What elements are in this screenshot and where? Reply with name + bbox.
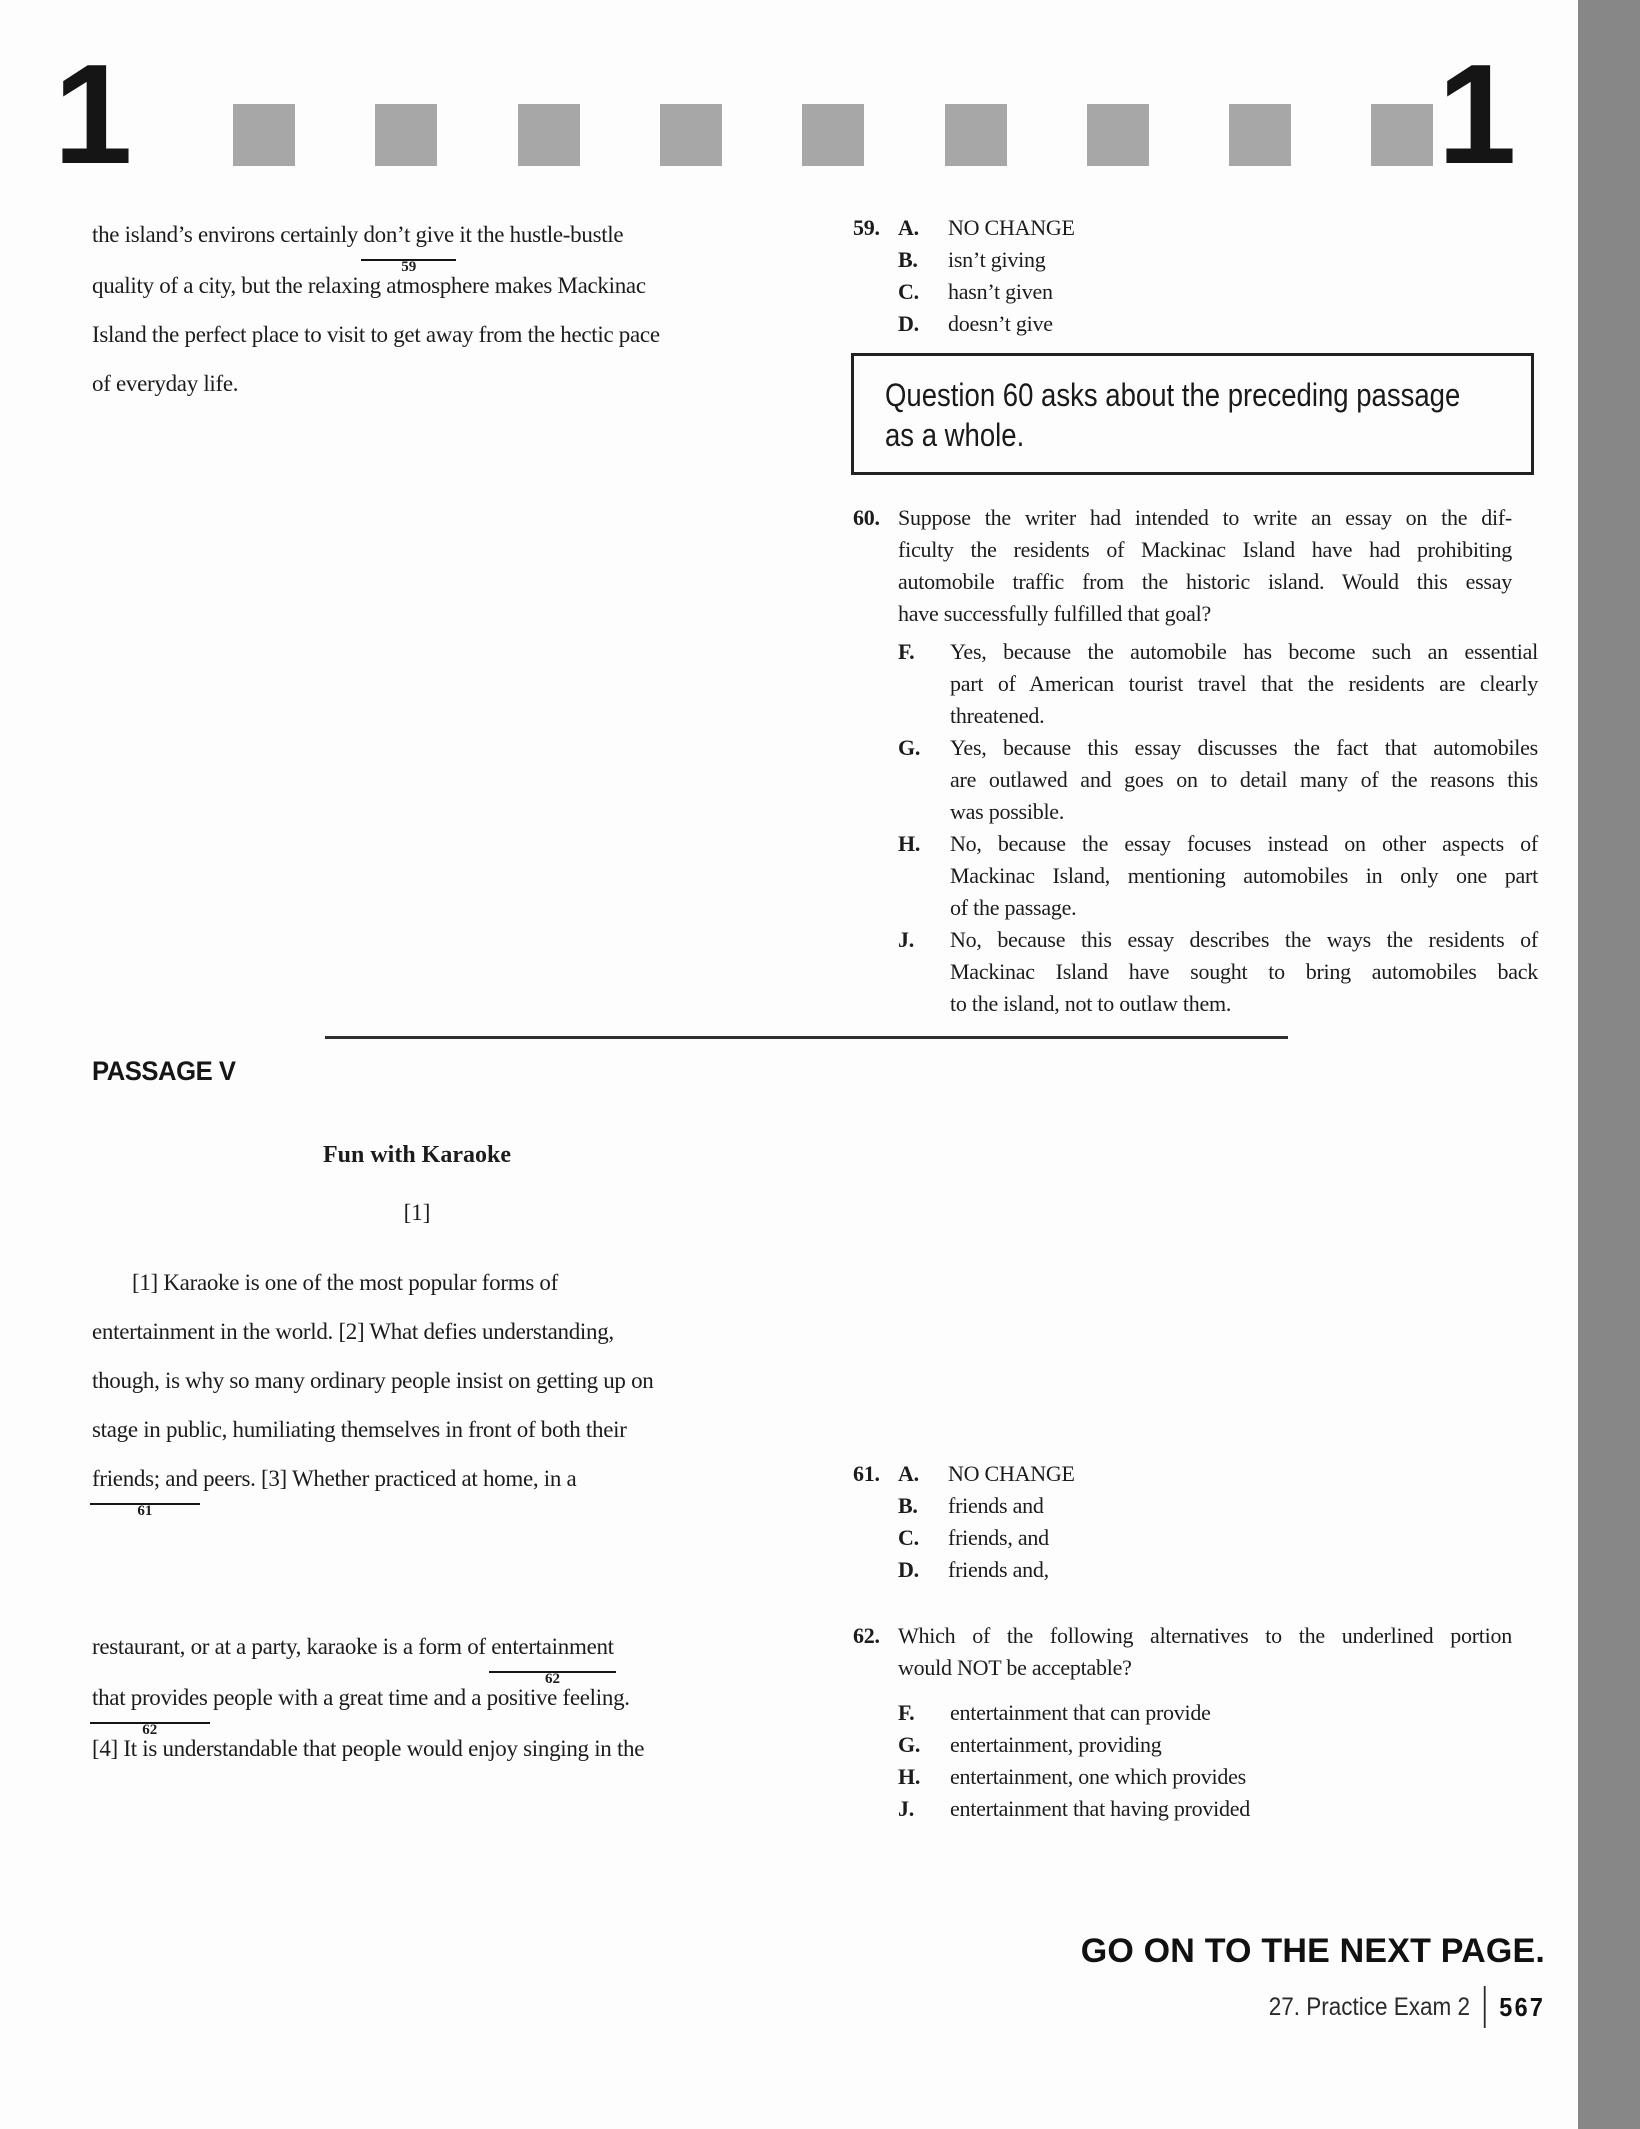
answer-option [898,828,1538,924]
answer-option [898,1793,1512,1825]
passage-line: of everyday life. [92,371,239,396]
text-line: Yes, because this essay discusses the fact that automobiles [950,735,1538,760]
passage-line: the island’s environs certainly don’t give 59 it the hustle-bustle [92,210,660,261]
header-square [233,104,295,166]
header-square [375,104,437,166]
passage-4-ending [92,210,660,408]
page-edge-bar [1578,0,1640,2129]
text-line: Suppose the writer had intended to write an essay on the dif- [898,505,1512,530]
passage-line: stage in public, humiliating themselves in front of both their [92,1417,627,1442]
answer-option [853,1458,1075,1490]
option-letter: F. [898,639,915,664]
option-letter: F. [898,1700,915,1725]
answer-option [898,924,1538,1020]
passage-label: PASSAGE V [92,1056,236,1086]
text-line: are outlawed and goes on to detail many of the reasons this [950,767,1538,792]
passage-section-marker: [1] [403,1200,431,1225]
option-text [950,636,1538,732]
passage-5-paragraph-1 [92,1258,654,1519]
option-text [950,828,1538,924]
text-line: was possible. [950,799,1065,824]
option-letter: G. [898,735,921,760]
option-letter: D. [898,311,919,336]
question-first-row [853,502,1538,630]
passage-line: restaurant, or at a party, karaoke is a form of entertainment 62 [92,1622,644,1673]
answer-option [853,212,1075,244]
question-number: 59. [853,215,880,240]
passage-line: Island the perfect place to visit to get away from the hectic pace [92,322,660,347]
question-number: 61. [853,1461,880,1486]
option-letter: H. [898,1764,921,1789]
option-text [950,1761,1380,1793]
question-60-callout-box [851,353,1534,475]
question-62 [853,1620,1512,1825]
underlined-portion-59: don’t give 59 [361,210,455,261]
option-letter: G. [898,1732,921,1757]
underlined-portion-62: that provides 62 [90,1673,210,1724]
option-letter: J. [898,927,914,952]
option-letter: H. [898,831,921,856]
text-line: No, because this essay describes the ways the residents of [950,927,1538,952]
text-line: automobile traffic from the historic island. Would this essay [898,569,1512,594]
callout-text: Question 60 asks about the preceding passage [885,377,1461,413]
option-text: hasn’t given [948,279,1053,304]
option-text [950,1793,1380,1825]
option-letter: A. [898,215,919,240]
passage-divider-line [325,1036,1288,1039]
section-number-left: 1 [53,35,133,194]
go-on-notice: GO ON TO THE NEXT PAGE. [1080,1932,1545,1970]
callout-text: as a whole. [885,417,1025,453]
footer-separator-bar [1483,1986,1485,2028]
question-first-row [853,1620,1512,1684]
question-60 [853,502,1538,1020]
header-square [1229,104,1291,166]
text-line: part of American tourist travel that the residents are clearly [950,671,1538,696]
answer-option [898,1490,1075,1522]
section-number-right: 1 [1437,35,1517,194]
footer-book-section: 27. Practice Exam 2 [1268,1992,1470,2021]
text-line: ficulty the residents of Mackinac Island have had prohibiting [898,537,1512,562]
option-letter: A. [898,1461,919,1486]
passage-line: friends; and 61 peers. [3] Whether practiced at home, in a [92,1454,653,1505]
question-59 [853,212,1075,340]
option-letter: C. [898,1525,919,1550]
option-text [950,1729,1380,1761]
passage-line: entertainment in the world. [2] What defies understanding, [92,1319,614,1344]
option-text: doesn’t give [948,311,1053,336]
question-stem [898,1620,1512,1684]
answer-option [898,276,1075,308]
underlined-portion-61: friends; and 61 [90,1454,200,1505]
underline-ref-number: 61 [137,1503,153,1519]
option-text: NO CHANGE [948,215,1075,240]
option-text: friends and, [948,1557,1049,1582]
text-line: Mackinac Island, mentioning automobiles in only one part [950,863,1538,888]
footer-page-number: 567 [1499,1991,1545,2022]
question-number: 60. [853,505,880,530]
answer-option [898,244,1075,276]
text-line: entertainment that having provided [950,1796,1251,1821]
answer-option [898,732,1538,828]
passage-line: quality of a city, but the relaxing atmosphere makes Mackinac [92,273,646,298]
option-letter: B. [898,247,918,272]
header-square [660,104,722,166]
passage-line: [1] Karaoke is one of the most popular forms of [132,1270,558,1295]
text-line: Yes, because the automobile has become such an essential [950,639,1538,664]
underline-ref-number: 62 [544,1671,560,1687]
header-square [1087,104,1149,166]
text-line: threatened. [950,703,1045,728]
answer-option [898,1697,1512,1729]
text-line: entertainment, one which provides [950,1764,1246,1789]
option-text [950,924,1538,1020]
option-text: isn’t giving [948,247,1046,272]
footer-credit [1269,1986,1545,2028]
question-stem [898,502,1512,630]
header-square [802,104,864,166]
text-line: entertainment that can provide [950,1700,1211,1725]
option-letter: J. [898,1796,914,1821]
passage-line: that provides 62 people with a great time and a positive feeling. [92,1673,644,1724]
passage-5-paragraph-2 [92,1622,644,1773]
header-square [1371,104,1433,166]
text-line: Mackinac Island have sought to bring automobiles back [950,959,1538,984]
text-line: of the passage. [950,895,1077,920]
answer-option [898,308,1075,340]
underline-ref-number: 62 [142,1722,158,1738]
option-letter: D. [898,1557,919,1582]
passage-line: [4] It is understandable that people would enjoy singing in the [92,1736,645,1761]
underlined-portion-62: entertainment 62 [489,1622,616,1673]
answer-option [898,1554,1075,1586]
option-letter: B. [898,1493,918,1518]
question-number: 62. [853,1623,880,1648]
option-text: friends, and [948,1525,1049,1550]
text-line: No, because the essay focuses instead on other aspects of [950,831,1538,856]
answer-option [898,636,1538,732]
answer-option [898,1729,1512,1761]
text-line: entertainment, providing [950,1732,1162,1757]
answer-option [898,1522,1075,1554]
option-text: NO CHANGE [948,1461,1075,1486]
text-line: have successfully fulfilled that goal? [898,601,1212,626]
passage-title: Fun with Karaoke [322,1142,511,1168]
option-text [950,732,1538,828]
underline-ref-number: 59 [401,259,417,275]
header-square [518,104,580,166]
option-text [950,1697,1380,1729]
option-text: friends and [948,1493,1044,1518]
answer-option [898,1761,1512,1793]
text-line: Which of the following alternatives to the underlined portion [898,1623,1512,1648]
header-square [945,104,1007,166]
option-letter: C. [898,279,919,304]
text-line: would NOT be acceptable? [898,1655,1132,1680]
passage-line: though, is why so many ordinary people insist on getting up on [92,1368,654,1393]
text-line: to the island, not to outlaw them. [950,991,1232,1016]
question-61 [853,1458,1075,1586]
